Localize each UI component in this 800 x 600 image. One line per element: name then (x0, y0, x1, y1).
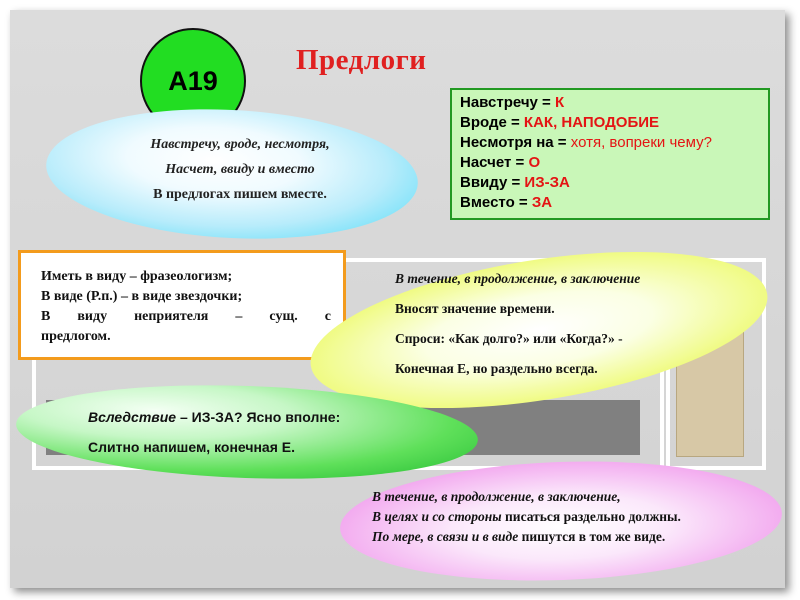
rule-word: Вследствие (88, 409, 177, 425)
rule-line: В течение, в продолжение, в заключение, (372, 489, 621, 504)
rule-line: В предлогах пишем вместе. (153, 187, 327, 202)
rule-line: Спроси: «Как долго?» или «Когда?» - (395, 331, 623, 346)
dictionary-value: К (555, 94, 565, 111)
rule-line: Конечная Е, но раздельно всегда. (395, 361, 598, 376)
dictionary-word: Вместо = (460, 194, 532, 211)
dictionary-row (460, 113, 760, 133)
dictionary-row (460, 193, 760, 213)
pink-bubble-text (372, 487, 782, 547)
rule-line: Слитно напишем, конечная Е. (88, 439, 295, 455)
rule-line (372, 507, 782, 527)
rule-line: предлогом. (41, 329, 111, 344)
rule-rest: писаться раздельно должны. (501, 509, 681, 524)
dictionary-word: Ввиду = (460, 174, 525, 191)
rule-line: Навстречу, вроде, несмотря, (150, 137, 330, 152)
dictionary-word: Насчет = (460, 154, 529, 171)
dictionary-row (460, 133, 760, 153)
dictionary-word: Вроде = (460, 114, 524, 131)
cyan-bubble-text (80, 132, 400, 207)
dictionary-value: ЗА (531, 194, 553, 211)
rule-line: Иметь в виду – фразеологизм; (41, 269, 233, 284)
dictionary-row (460, 153, 760, 173)
dictionary-word: Навстречу = (460, 94, 555, 111)
dictionary-word: Несмотря на = (460, 134, 571, 151)
rule-line: Вносят значение времени. (395, 301, 555, 316)
dictionary-row (460, 93, 760, 113)
dictionary-row (460, 173, 760, 193)
rule-line (88, 402, 468, 432)
green-bubble-text (88, 402, 468, 462)
rule-line: В виде (Р.п.) – в виде звездочки; (41, 289, 243, 304)
yellow-bubble-text (395, 264, 765, 384)
rule-rest: пишутся в том же виде. (518, 529, 666, 544)
rule-words: В целях и со стороны (372, 509, 502, 524)
dictionary-value: О (528, 154, 541, 171)
task-number-badge: А19 (140, 28, 246, 134)
phraseology-box (18, 250, 346, 360)
slide (10, 10, 785, 588)
preposition-dictionary-box (450, 88, 770, 220)
rule-line: В течение, в продолжение, в заключение (395, 271, 641, 286)
dictionary-value: ИЗ-ЗА (524, 174, 570, 191)
dictionary-value: хотя, вопреки чему? (570, 134, 712, 151)
slide-title: Предлоги (296, 44, 427, 76)
dictionary-value: КАК, НАПОДОБИЕ (523, 114, 660, 131)
rule-rest: – ИЗ-ЗА? Ясно вполне: (176, 409, 341, 425)
rule-line: В виду неприятеля – сущ. с (41, 309, 331, 324)
rule-line: Насчет, ввиду и вместо (165, 162, 315, 177)
rule-words: По мере, в связи и в виде (372, 529, 519, 544)
rule-line (372, 527, 782, 547)
